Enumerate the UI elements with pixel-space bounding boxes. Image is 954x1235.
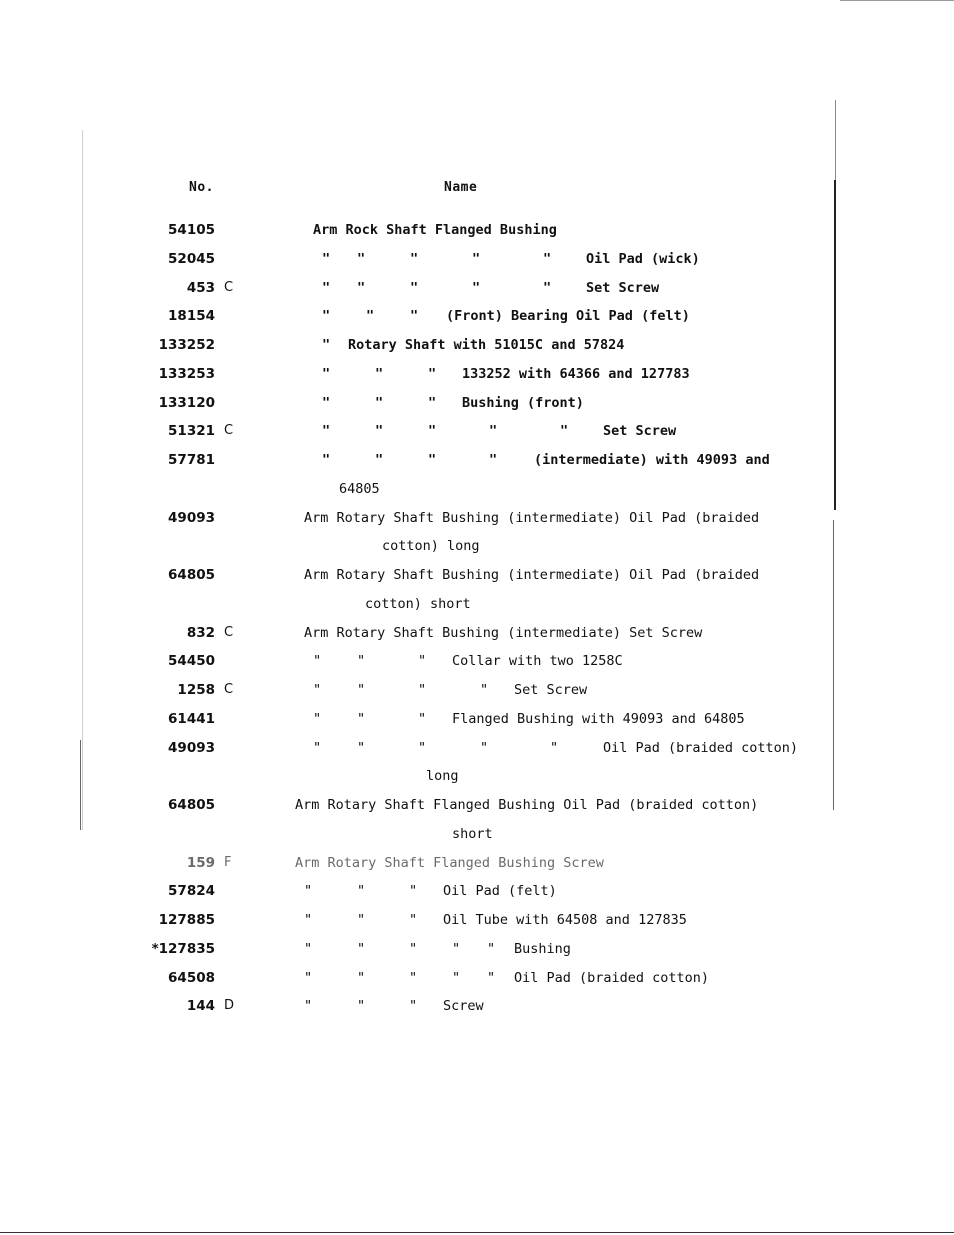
part-name: Screw (443, 998, 484, 1015)
ditto-mark: " (357, 940, 366, 957)
ditto-mark: " (313, 653, 322, 670)
scan-edge-top (840, 0, 954, 1)
ditto-mark: " (322, 337, 331, 353)
ditto-mark: " (487, 940, 496, 957)
part-number: 18154 (168, 308, 215, 325)
ditto-mark: " (452, 969, 461, 986)
list-item (0, 623, 954, 643)
list-item (0, 479, 954, 499)
ditto-mark: " (543, 250, 552, 267)
ditto-mark: " (322, 250, 331, 267)
part-number: 159 (186, 854, 215, 871)
part-number: 49093 (168, 739, 215, 756)
part-number-suffix: C (224, 682, 234, 697)
list-item (0, 939, 954, 959)
ditto-mark: " (313, 739, 322, 756)
part-name: 133252 with 64366 and 127783 (462, 365, 690, 382)
part-name: long (426, 768, 459, 785)
ditto-mark: " (357, 883, 366, 900)
ditto-mark: " (375, 365, 384, 382)
ditto-mark: " (322, 423, 331, 440)
part-number: 133252 (158, 337, 215, 353)
scan-edge-bottom (0, 1232, 954, 1233)
ditto-mark: " (322, 394, 331, 411)
part-name: Set Screw (603, 423, 677, 440)
ditto-mark: " (550, 739, 559, 756)
ditto-mark: " (322, 452, 331, 468)
ditto-mark: " (322, 365, 331, 382)
ditto-mark: " (428, 423, 437, 440)
ditto-mark: " (304, 883, 313, 900)
list-item (0, 565, 954, 585)
ditto-mark: " (472, 250, 481, 267)
part-name: cotton) short (365, 595, 471, 612)
part-number-suffix: F (224, 854, 232, 870)
list-item (0, 824, 954, 844)
part-name: Rotary Shaft with 51015C and 57824 (348, 337, 625, 353)
ditto-mark: " (322, 279, 331, 296)
part-name: Oil Pad (braided cotton) (603, 739, 799, 756)
ditto-mark: " (409, 940, 418, 957)
part-name: Arm Rotary Shaft Bushing (intermediate) Oil Pad (braided (304, 567, 760, 583)
part-name: Set Screw (586, 279, 660, 296)
part-name: Bushing (front) (462, 394, 584, 411)
part-name: Oil Pad (braided cotton) (514, 969, 710, 986)
ditto-mark: " (357, 279, 366, 296)
ditto-mark: " (409, 969, 418, 986)
part-name: Collar with two 1258C (452, 653, 623, 670)
ditto-mark: " (357, 998, 366, 1015)
ditto-mark: " (487, 969, 496, 986)
ditto-mark: " (472, 279, 481, 296)
part-number: 133120 (158, 394, 215, 411)
part-number: 64805 (168, 567, 215, 583)
ditto-mark: " (357, 653, 366, 670)
part-number: 51321 (168, 423, 215, 440)
ditto-mark: " (452, 940, 461, 957)
column-header-number: No. (189, 180, 214, 195)
part-name: Flanged Bushing with 49093 and 64805 (452, 710, 745, 727)
ditto-mark: " (322, 308, 331, 325)
ditto-mark: " (409, 912, 418, 928)
ditto-mark: " (375, 423, 384, 440)
list-item (0, 766, 954, 786)
part-name: Oil Pad (felt) (443, 883, 557, 900)
ditto-mark: " (357, 739, 366, 756)
part-number: 453 (186, 279, 215, 296)
scan-edge-right (833, 520, 834, 810)
list-item (0, 536, 954, 556)
list-item (0, 450, 954, 470)
list-item (0, 881, 954, 901)
ditto-mark: " (366, 308, 375, 325)
part-number: 64805 (168, 797, 215, 813)
part-number: 64508 (168, 969, 215, 986)
list-item (0, 594, 954, 614)
ditto-mark: " (409, 998, 418, 1015)
list-item (0, 249, 954, 269)
list-item (0, 335, 954, 355)
ditto-mark: " (418, 653, 427, 670)
part-number: 57781 (168, 452, 215, 468)
ditto-mark: " (357, 969, 366, 986)
part-number-suffix: D (224, 998, 235, 1014)
ditto-mark: " (313, 682, 322, 698)
ditto-mark: " (375, 452, 384, 468)
part-name: (intermediate) with 49093 and (534, 452, 770, 468)
list-item (0, 364, 954, 384)
ditto-mark: " (560, 423, 569, 440)
part-number: 127885 (158, 912, 215, 928)
list-item (0, 306, 954, 326)
ditto-mark: " (304, 969, 313, 986)
ditto-mark: " (409, 883, 418, 900)
ditto-mark: " (304, 998, 313, 1015)
ditto-mark: " (428, 394, 437, 411)
list-item (0, 996, 954, 1016)
part-name: Arm Rock Shaft Flanged Bushing (313, 222, 557, 238)
ditto-mark: " (489, 423, 498, 440)
list-item (0, 910, 954, 930)
part-number: 832 (186, 624, 215, 641)
part-name: 64805 (339, 480, 380, 497)
ditto-mark: " (428, 365, 437, 382)
list-item (0, 508, 954, 528)
ditto-mark: " (375, 394, 384, 411)
list-item (0, 709, 954, 729)
list-item (0, 853, 954, 873)
part-name: Arm Rotary Shaft Flanged Bushing Oil Pad (braided cotton) (295, 797, 759, 813)
part-number: 144 (186, 998, 215, 1015)
part-name: Arm Rotary Shaft Bushing (intermediate) Set Screw (304, 624, 703, 641)
ditto-mark: " (357, 912, 366, 928)
ditto-mark: " (418, 739, 427, 756)
list-item (0, 651, 954, 671)
scan-edge-right (834, 180, 836, 510)
part-number-suffix: C (224, 624, 234, 640)
ditto-mark: " (313, 710, 322, 727)
part-name: Oil Tube with 64508 and 127835 (443, 912, 687, 928)
list-item (0, 393, 954, 413)
column-header-name: Name (444, 180, 478, 195)
list-item (0, 738, 954, 758)
ditto-mark: " (418, 682, 427, 698)
part-number-suffix: C (224, 423, 234, 439)
part-number-suffix: C (224, 279, 234, 295)
part-name: Arm Rotary Shaft Flanged Bushing Screw (295, 854, 604, 871)
scan-edge-left (82, 130, 83, 830)
list-item (0, 278, 954, 298)
list-item (0, 795, 954, 815)
list-item (0, 421, 954, 441)
part-number: 57824 (168, 883, 215, 900)
part-number: 61441 (168, 710, 215, 727)
part-number: 54105 (168, 222, 215, 238)
part-number: 49093 (168, 509, 215, 526)
part-name: Set Screw (514, 682, 588, 698)
ditto-mark: " (543, 279, 552, 296)
ditto-mark: " (304, 912, 313, 928)
ditto-mark: " (489, 452, 498, 468)
scan-edge-left (80, 740, 81, 830)
ditto-mark: " (418, 710, 427, 727)
part-number: 54450 (168, 653, 215, 670)
part-name: Oil Pad (wick) (586, 250, 700, 267)
ditto-mark: " (410, 279, 419, 296)
ditto-mark: " (357, 710, 366, 727)
ditto-mark: " (480, 739, 489, 756)
ditto-mark: " (428, 452, 437, 468)
list-item (0, 680, 954, 700)
list-item (0, 220, 954, 240)
ditto-mark: " (410, 308, 419, 325)
part-name: (Front) Bearing Oil Pad (felt) (446, 308, 690, 325)
ditto-mark: " (410, 250, 419, 267)
part-name: Bushing (514, 940, 571, 957)
part-name: short (452, 825, 493, 842)
ditto-mark: " (357, 682, 366, 698)
part-name: cotton) long (382, 538, 480, 555)
part-number: 52045 (168, 250, 215, 267)
part-number: 1258 (177, 682, 215, 698)
part-number: 133253 (158, 365, 215, 382)
part-number: *127835 (151, 940, 215, 957)
ditto-mark: " (357, 250, 366, 267)
ditto-mark: " (304, 940, 313, 957)
part-name: Arm Rotary Shaft Bushing (intermediate) Oil Pad (braided (304, 509, 760, 526)
ditto-mark: " (480, 682, 489, 698)
list-item (0, 968, 954, 988)
